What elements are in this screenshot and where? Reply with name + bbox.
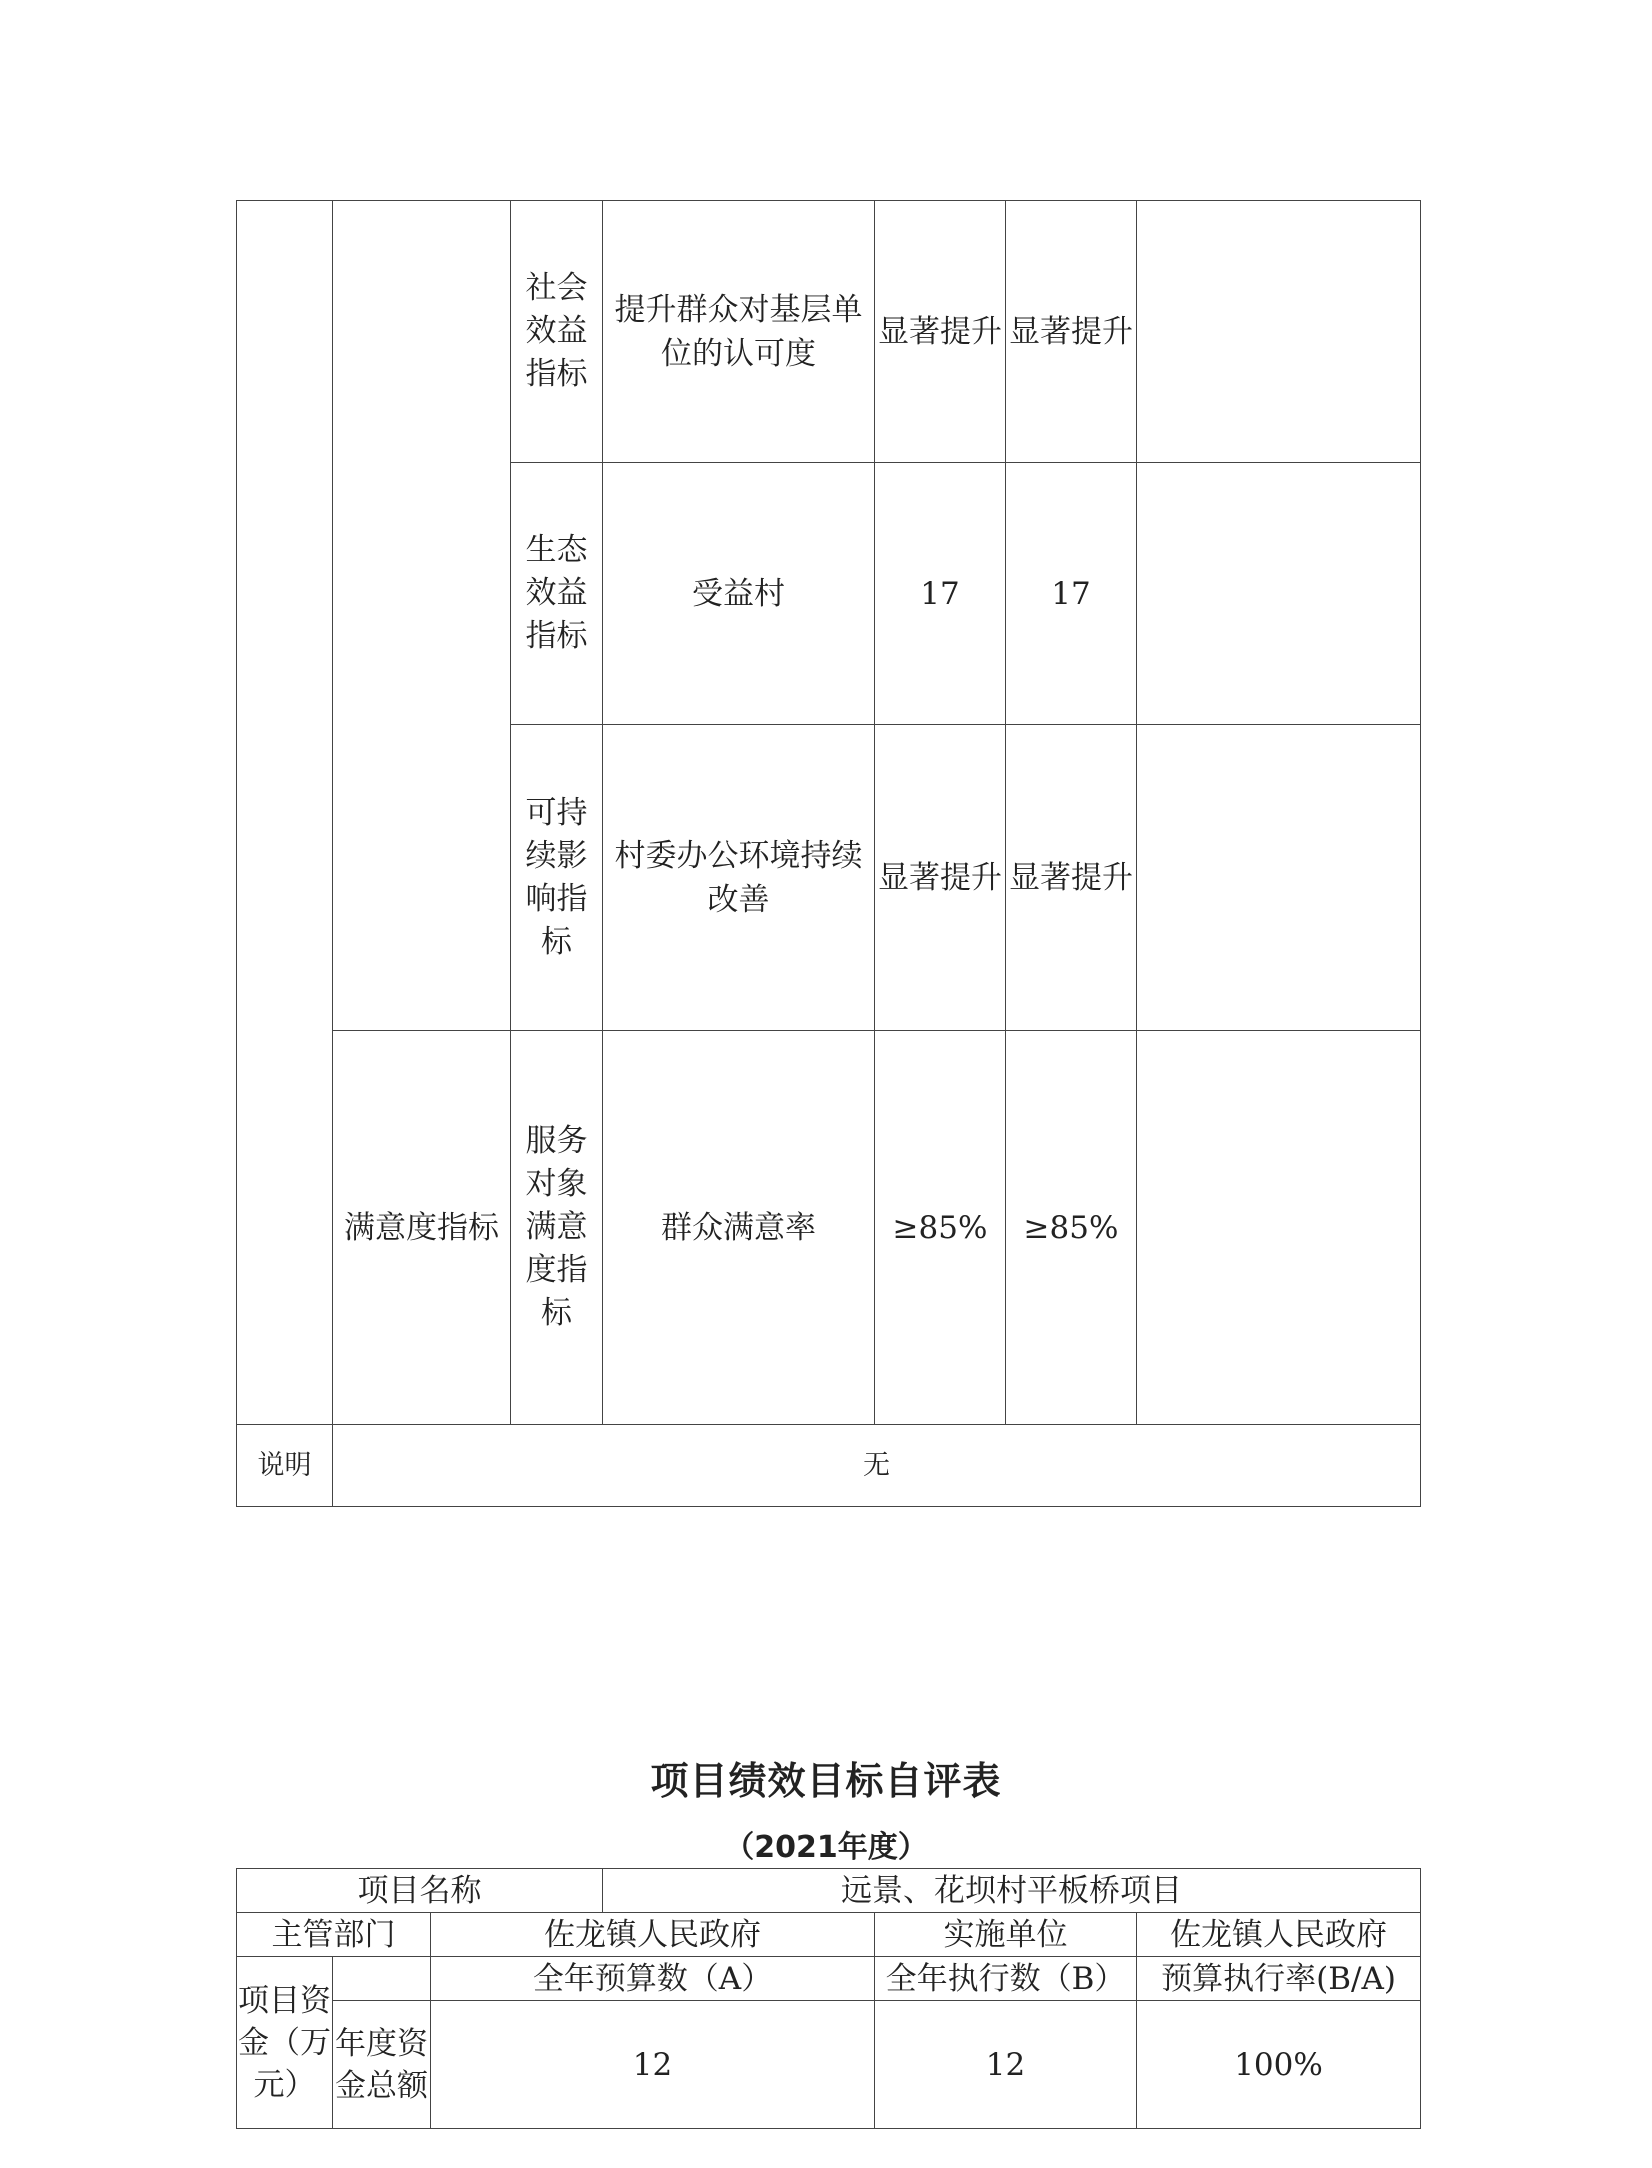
project-name-label: 项目名称 [237,1869,603,1913]
dept-value: 佐龙镇人民政府 [431,1913,875,1957]
outer-left-cell [237,201,333,1425]
exec-value: 12 [875,2001,1137,2129]
budget-label: 全年预算数（A） [431,1957,875,2001]
remark-cell [1137,725,1421,1031]
actual-cell: 显著提升 [1006,725,1137,1031]
dept-label: 主管部门 [237,1913,431,1957]
exec-label: 全年执行数（B） [875,1957,1137,2001]
self-evaluation-table [236,1868,1421,2129]
category-cell: 社会效益指标 [511,201,603,463]
actual-cell: 17 [1006,463,1137,725]
budget-value: 12 [431,2001,875,2129]
table-row [237,1957,1421,2001]
rate-label: 预算执行率(B/A) [1137,1957,1421,2001]
target-cell: 显著提升 [875,201,1006,463]
project-name-value: 远景、花坝村平板桥项目 [603,1869,1421,1913]
actual-cell: ≥85% [1006,1031,1137,1425]
category-cell: 服务对象满意度指标 [511,1031,603,1425]
indicator-cell: 提升群众对基层单位的认可度 [603,201,875,463]
note-value: 无 [333,1425,1421,1507]
indicator-cell: 群众满意率 [603,1031,875,1425]
table-row [237,1869,1421,1913]
target-cell: 17 [875,463,1006,725]
target-cell: 显著提升 [875,725,1006,1031]
category-cell: 生态效益指标 [511,463,603,725]
remark-cell [1137,1031,1421,1425]
table-row [237,1425,1421,1507]
table-row [237,1031,1421,1425]
note-label: 说明 [237,1425,333,1507]
group-cell-empty [333,201,511,1031]
rate-value: 100% [1137,2001,1421,2129]
annual-total-label: 年度资金总额 [333,2001,431,2129]
funds-label: 项目资金（万元） [237,1957,333,2129]
table-row [237,1913,1421,1957]
form-title: 项目绩效目标自评表 [650,1759,1002,1803]
table-row [237,201,1421,463]
actual-cell: 显著提升 [1006,201,1137,463]
table-row [237,2001,1421,2129]
indicator-cell: 受益村 [603,463,875,725]
form-year: （2021年度） [724,1830,928,1865]
impl-value: 佐龙镇人民政府 [1137,1913,1421,1957]
remark-cell [1137,201,1421,463]
indicator-cell: 村委办公环境持续改善 [603,725,875,1031]
target-cell: ≥85% [875,1031,1006,1425]
group-cell: 满意度指标 [333,1031,511,1425]
funds-sub-empty [333,1957,431,2001]
impl-label: 实施单位 [875,1913,1137,1957]
remark-cell [1137,463,1421,725]
performance-indicators-table [236,200,1421,1507]
category-cell: 可持续影响指标 [511,725,603,1031]
